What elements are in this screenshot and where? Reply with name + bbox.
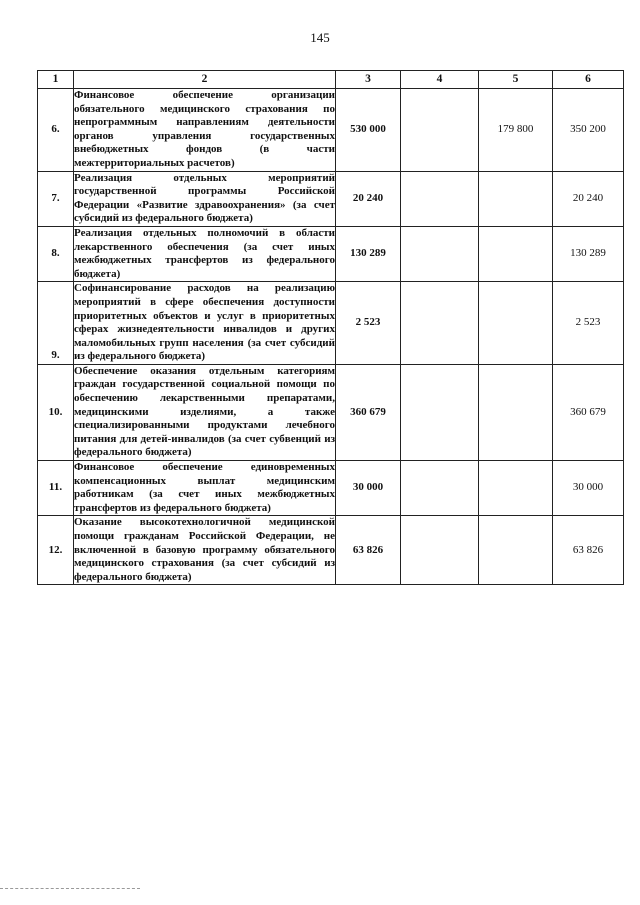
row-col4 (401, 226, 479, 281)
row-description: Реализация отдельных мероприятий государственной программы Российской Федерации «Развитие здравоохранения» (за счет субсидий из федерального бюджета) (74, 171, 336, 226)
table-row (38, 226, 624, 281)
row-col4 (401, 282, 479, 365)
table-row (38, 89, 624, 172)
table-row (38, 516, 624, 585)
header-cell-5: 5 (479, 71, 553, 89)
row-col5 (479, 516, 553, 585)
header-cell-1: 1 (38, 71, 74, 89)
table-header-row (38, 71, 624, 89)
row-col4 (401, 171, 479, 226)
row-col5 (479, 461, 553, 516)
row-description: Софинансирование расходов на реализацию мероприятий в сфере обеспечения доступности приоритетных объектов и услуг в приоритетных сферах жизнедеятельности инвалидов и других маломобильных групп населения (за счет субсидий из федерального бюджета) (74, 282, 336, 365)
row-number: 9. (38, 282, 74, 365)
row-number: 6. (38, 89, 74, 172)
row-description: Финансовое обеспечение единовременных компенсационных выплат медицинским работникам (за счет иных межбюджетных трансфертов из федерального бюджета) (74, 461, 336, 516)
header-cell-2: 2 (74, 71, 336, 89)
row-description: Реализация отдельных полномочий в области лекарственного обеспечения (за счет иных межбюджетных трансфертов из федерального бюджета) (74, 226, 336, 281)
row-number: 10. (38, 364, 74, 460)
row-description: Оказание высокотехнологичной медицинской помощи гражданам Российской Федерации, не включенной в базовую программу обязательного медицинского страхования (за счет субсидий из федерального бюджета) (74, 516, 336, 585)
row-col5 (479, 226, 553, 281)
row-col5: 179 800 (479, 89, 553, 172)
row-number: 8. (38, 226, 74, 281)
row-total: 360 679 (336, 364, 401, 460)
row-col4 (401, 461, 479, 516)
row-col4 (401, 364, 479, 460)
row-col6: 360 679 (553, 364, 624, 460)
row-col6: 20 240 (553, 171, 624, 226)
row-col5 (479, 364, 553, 460)
row-col4 (401, 89, 479, 172)
row-number: 12. (38, 516, 74, 585)
row-total: 130 289 (336, 226, 401, 281)
table-row (38, 364, 624, 460)
row-col6: 350 200 (553, 89, 624, 172)
scan-edge-line (0, 888, 140, 889)
row-number: 11. (38, 461, 74, 516)
row-description: Обеспечение оказания отдельным категориям граждан государственной социальной помощи по обеспечению лекарственными препаратами, медицинскими изделиями, а также специализированными продуктами лечебного питания для детей-инвалидов (за счет субвенций из федерального бюджета) (74, 364, 336, 460)
header-cell-6: 6 (553, 71, 624, 89)
row-total: 530 000 (336, 89, 401, 172)
header-cell-3: 3 (336, 71, 401, 89)
row-total: 20 240 (336, 171, 401, 226)
row-total: 63 826 (336, 516, 401, 585)
budget-table (37, 70, 624, 585)
row-total: 30 000 (336, 461, 401, 516)
row-col6: 63 826 (553, 516, 624, 585)
row-col5 (479, 171, 553, 226)
page-number: 145 (310, 30, 330, 45)
row-number: 7. (38, 171, 74, 226)
row-col6: 2 523 (553, 282, 624, 365)
row-total: 2 523 (336, 282, 401, 365)
table-row (38, 282, 624, 365)
row-col5 (479, 282, 553, 365)
row-col6: 130 289 (553, 226, 624, 281)
table-row (38, 171, 624, 226)
header-cell-4: 4 (401, 71, 479, 89)
row-col6: 30 000 (553, 461, 624, 516)
row-col4 (401, 516, 479, 585)
table-row (38, 461, 624, 516)
row-description: Финансовое обеспечение организации обязательного медицинского страхования по непрограммным направлениям деятельности органов управления государственных внебюджетных фондов (в части межтерриториальных расчетов) (74, 89, 336, 172)
